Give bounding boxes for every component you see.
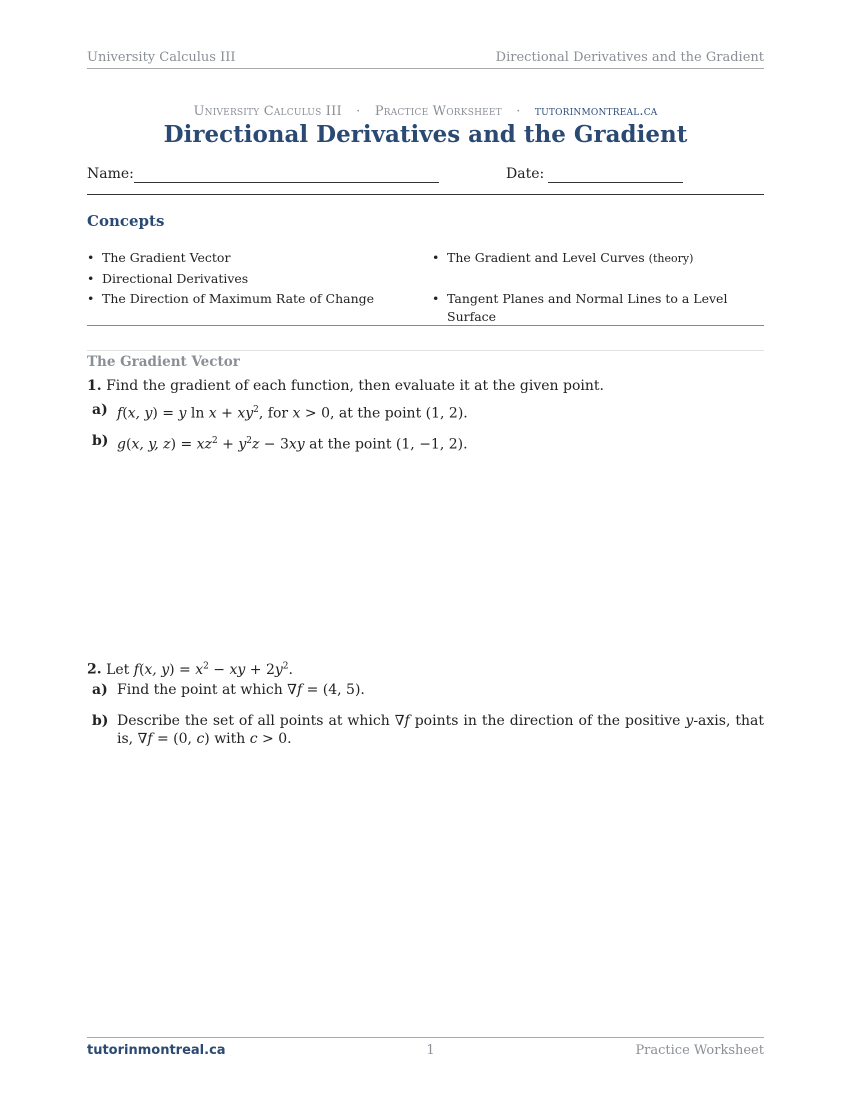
concepts-list	[87, 249, 764, 326]
page-title: Directional Derivatives and the Gradient	[163, 121, 688, 148]
footer-site: tutorinmontreal.ca	[87, 1043, 226, 1058]
title-block	[87, 104, 764, 148]
question-number: 1.	[87, 378, 102, 394]
page-number: 1	[426, 1043, 435, 1058]
concept-item: • Tangent Planes and Normal Lines to a Level Surface	[432, 290, 764, 311]
part-label: a)	[92, 682, 108, 698]
concept-item: • Directional Derivatives	[87, 270, 374, 291]
header-topic: Directional Derivatives and the Gradient	[495, 50, 764, 65]
question-number: 2.	[87, 661, 102, 678]
concept-note: (theory)	[648, 252, 694, 265]
question-2	[87, 657, 764, 679]
name-field[interactable]	[134, 182, 439, 183]
footer-label: Practice Worksheet	[635, 1043, 764, 1058]
part-text: Find the point at which ∇f = (4, 5).	[117, 682, 365, 698]
worksheet-subtitle	[87, 104, 764, 119]
subtitle-course: University Calculus III	[193, 104, 342, 119]
date-field[interactable]	[548, 182, 683, 183]
question-stem: Let f(x, $y) = x^2$ − xy + $2y^2$.	[106, 661, 293, 678]
subtitle-kind: Practice Worksheet	[374, 104, 502, 119]
question-2-part-a	[87, 681, 764, 701]
question-1-part-b	[87, 432, 764, 452]
concept-item	[432, 249, 764, 270]
running-header	[87, 50, 764, 69]
part-label: b)	[92, 433, 109, 449]
date-label: Date:	[506, 166, 545, 182]
concepts-heading: Concepts	[87, 212, 165, 230]
concept-item: • The Gradient Vector	[87, 249, 374, 270]
part-label: b)	[92, 713, 109, 729]
name-date-row	[87, 166, 764, 195]
section-heading: The Gradient Vector	[87, 354, 240, 370]
part-text: f(x, y) = y $\ln x + xy^2$, for x > 0, at the point (1, 2).	[117, 405, 468, 422]
part-label: a)	[92, 402, 108, 418]
concept-item: • The Direction of Maximum Rate of Change	[87, 290, 374, 311]
header-course: University Calculus III	[87, 50, 236, 65]
part-text: g(x, y, $z) = xz^2 + y^2z - 3xy$ at the point (1, −1, 2).	[117, 436, 468, 453]
question-1	[87, 377, 764, 395]
section-divider	[87, 350, 764, 351]
subtitle-separator: ·	[516, 104, 521, 119]
question-1-part-a	[87, 401, 764, 421]
name-label: Name:	[87, 166, 134, 182]
subtitle-separator: ·	[356, 104, 361, 119]
question-stem: Find the gradient of each function, then evaluate it at the given point.	[106, 378, 604, 394]
subtitle-site: tutorinmontreal.ca	[534, 104, 658, 119]
concept-label: The Gradient and Level Curves	[447, 250, 645, 265]
part-text: Describe the set of all points at which ∇f points in the direction of the positive y-axis, that is, ∇f = (0, c) with c > 0.	[117, 713, 764, 747]
question-2-part-b	[87, 712, 764, 752]
page-footer	[87, 1037, 764, 1058]
